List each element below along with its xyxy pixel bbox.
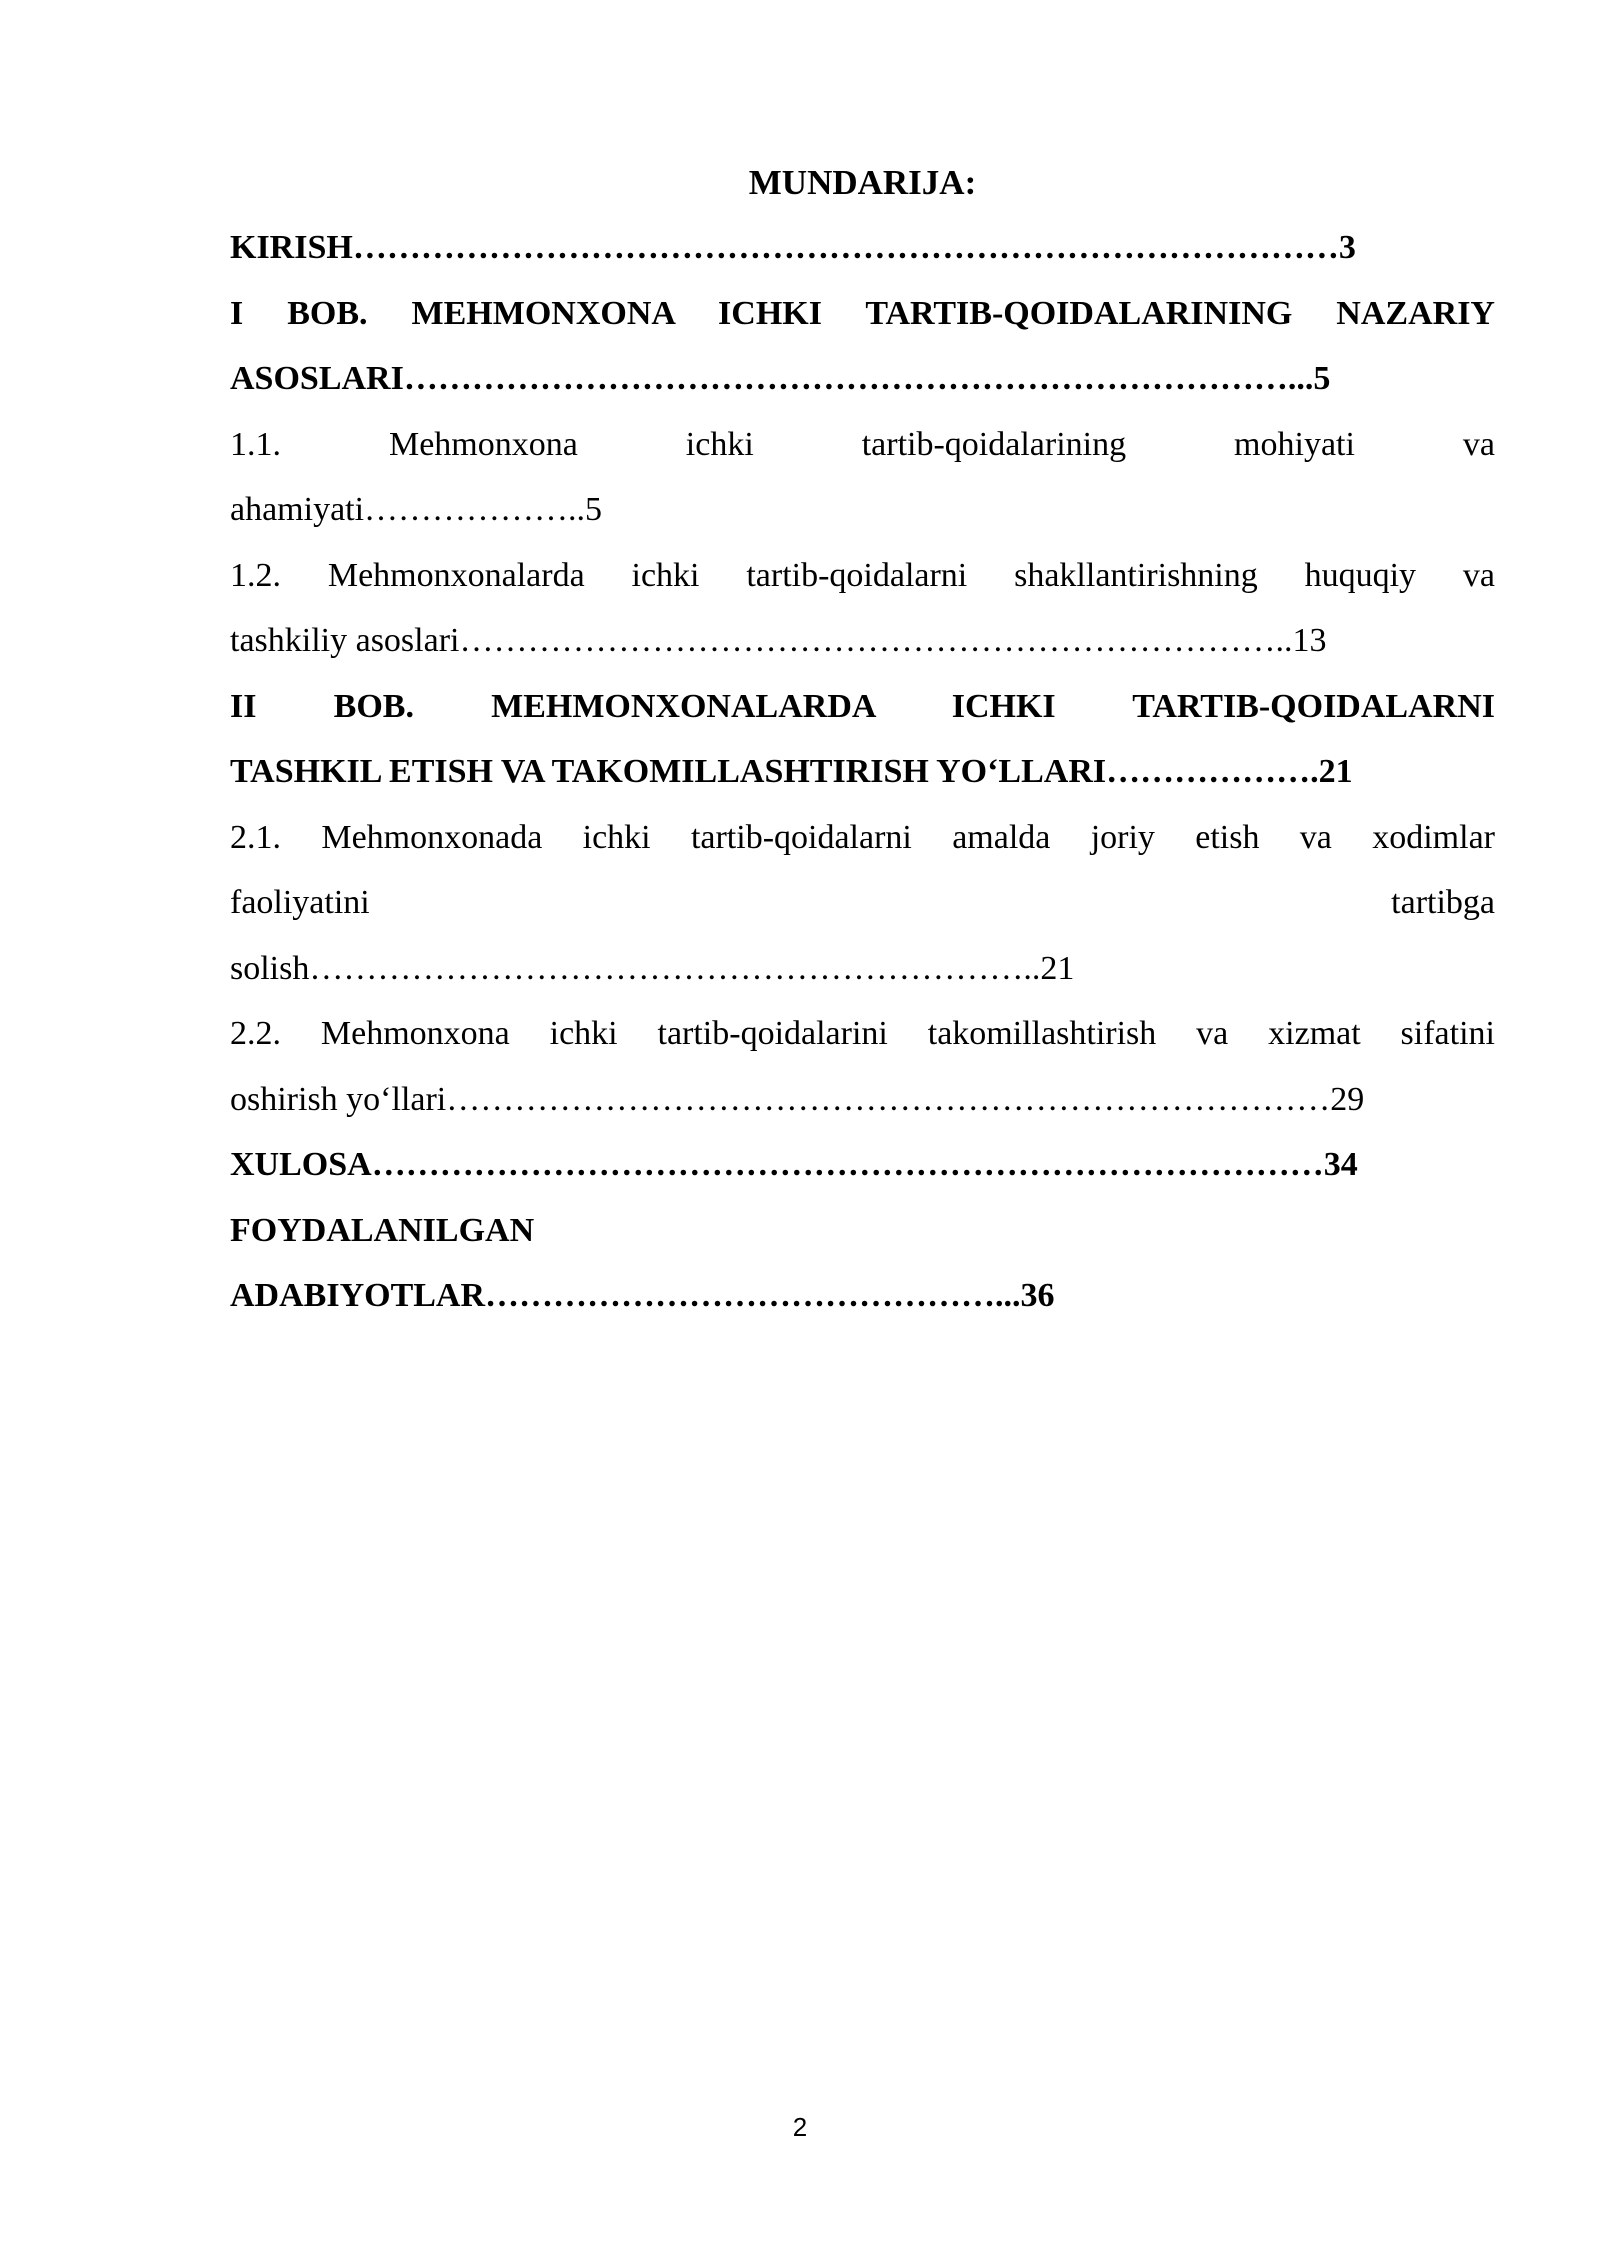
toc-section-2-1-cont: faoliyatini tartibga [230,884,1495,921]
toc-section-2-1: 2.1. Mehmonxonada ichki tartib-qoidalarni amalda joriy etish va xodimlar [230,818,1495,856]
toc-entry-xulosa: XULOSA…………………………………………………………………………34 [230,1146,1358,1183]
toc-section-1-2: 1.2. Mehmonxonalarda ichki tartib-qoidalarni shakllantirishning huquqiy va [230,556,1495,594]
toc-entry-references-cont: ADABIYOTLAR………………………………………...36 [230,1277,1055,1314]
toc-section-1-2-cont: tashkiliy asoslari………………………………………………………………..13 [230,622,1327,659]
toc-chapter-1-heading-cont: ASOSLARI……………………………………………………………………...5 [230,360,1331,397]
page-number: 2 [792,2112,808,2142]
toc-chapter-2-heading-cont: TASHKIL ETISH VA TAKOMILLASHTIRISH YO‘LLARI……………….21 [230,753,1353,790]
toc-entry-references: FOYDALANILGAN [230,1211,535,1249]
table-of-contents [230,150,1495,1329]
toc-section-1-1: 1.1. Mehmonxona ichki tartib-qoidalarining mohiyati va [230,425,1495,463]
toc-entry-kirish: KIRISH……………………………………………………………………………3 [230,229,1356,266]
toc-section-2-1-cont2: solish………………………………………………………..21 [230,949,1075,987]
toc-section-1-1-cont: ahamiyati………………..5 [230,491,603,528]
toc-section-2-2: 2.2. Mehmonxona ichki tartib-qoidalarini takomillashtirish va xizmat sifatini [230,1015,1495,1052]
toc-section-2-2-cont: oshirish yo‘llari……………………………………………………………………29 [230,1080,1365,1118]
toc-chapter-1-heading: I BOB. MEHMONXONA ICHKI TARTIB-QOIDALARINING NAZARIY [230,294,1495,332]
toc-chapter-2-heading: II BOB. MEHMONXONALARDA ICHKI TARTIB-QOIDALARNI [230,687,1495,725]
toc-title: MUNDARIJA: [748,163,977,202]
